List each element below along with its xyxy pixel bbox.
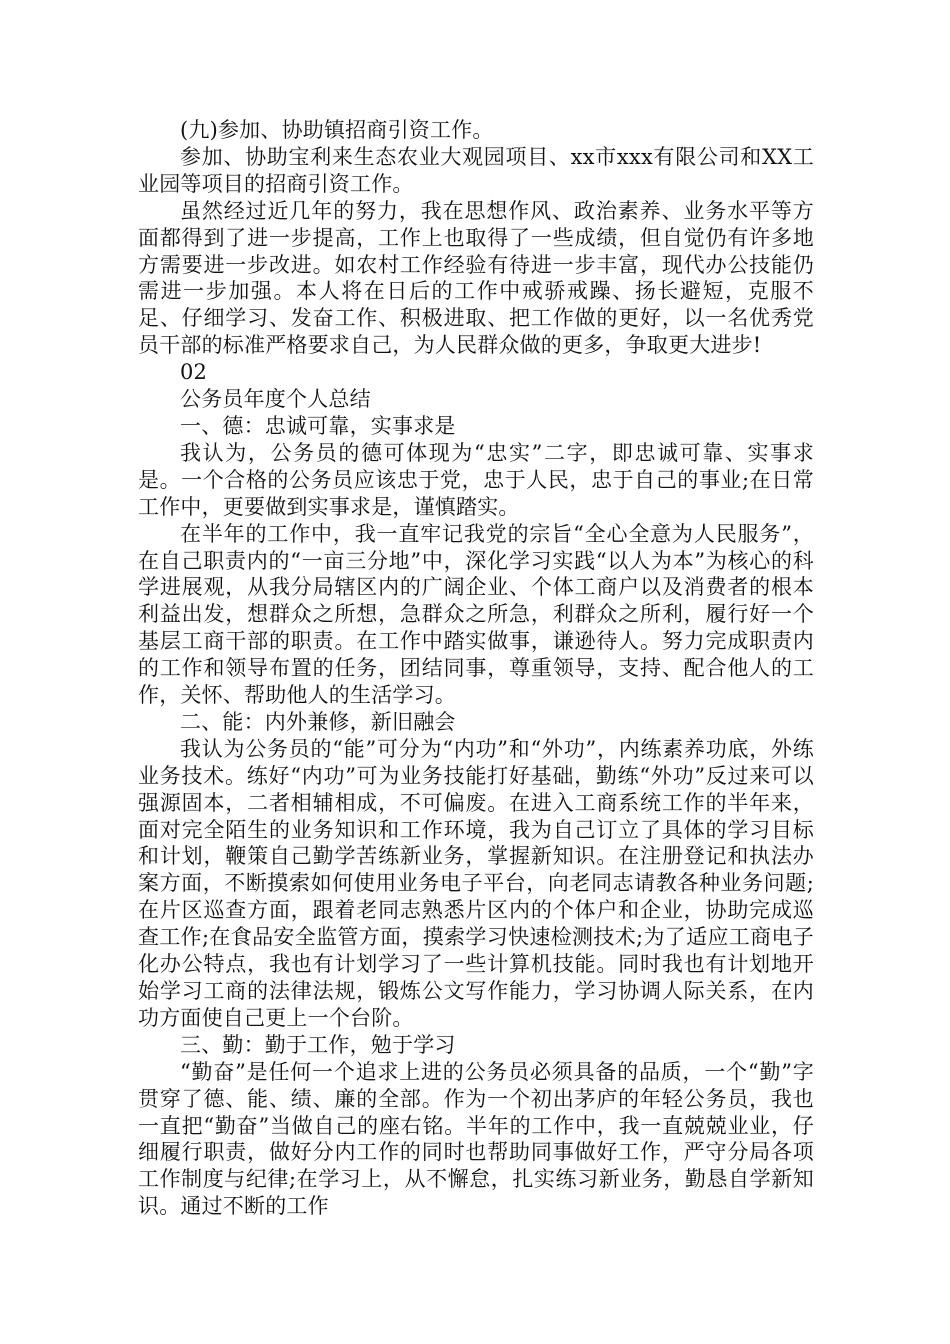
heading-virtue: 一、德：忠诚可靠，实事求是: [180, 413, 456, 438]
heading-diligence: 三、勤：勤于工作，勉于学习: [180, 1032, 456, 1057]
heading-ability: 二、能：内外兼修，新旧融会: [180, 709, 456, 734]
paragraph-ability: 我认为公务员的“能”可分为“内功”和“外功”，内练素养功底，外练业务技术。练好“内功”可为业务技能打好基础，勤练“外功”反过来可以强源固本，二者相辅相成，不可偏废。在进入工商系统工作的半年来，面对完全陌生的业务知识和工作环境，我为自己订立了具体的学习目标和计划，鞭策自己勤学苦练新业务，掌握新知识。在注册登记和执法办案方面，不断摸索如何使用业务电子平台，向老同志请教各种业务问题;在片区巡查方面，跟着老同志熟悉片区内的个体户和企业，协助完成巡查工作;在食品安全监管方面，摸索学习快速检测技术;为了适应工商电子化办公特点，我也有计划学习了一些计算机技能。同时我也有计划地开始学习工商的法律法规，锻炼公文写作能力，学习协调人际关系，在内功方面使自己更上一个台阶。: [138, 736, 815, 1030]
paragraph-investment-projects: 参加、协助宝利来生态农业大观园项目、xx市xxx有限公司和XX工业园等项目的招商引资工作。: [138, 144, 814, 196]
document-body: [138, 117, 814, 1220]
paragraph-investment-heading: (九)参加、协助镇招商引资工作。: [180, 118, 494, 142]
section-number: 02: [180, 360, 208, 385]
document-title: 公务员年度个人总结: [180, 387, 371, 412]
paragraph-self-assessment: 虽然经过近几年的努力，我在思想作风、政治素养、业务水平等方面都得到了进一步提高，工作上也取得了一些成绩，但自觉仍有许多地方需要进一步改进。如农村工作经验有待进一步丰富，现代办公技能仍需进一步加强。本人将在日后的工作中戒骄戒躁、扬长避短，克服不足、仔细学习、发奋工作、积极进取、把工作做的更好，以一名优秀党员干部的标准严格要求自己，为人民群众做的更多，争取更大进步!: [138, 198, 814, 358]
paragraph-virtue-practice: 在半年的工作中，我一直牢记我党的宗旨“全心全意为人民服务”，在自己职责内的“一亩三分地”中，深化学习实践“以人为本”为核心的科学进展观，从我分局辖区内的广阔企业、个体工商户以及消费者的根本利益出发，想群众之所想，急群众之所急，利群众之所利，履行好一个基层工商干部的职责。在工作中踏实做事，谦逊待人。努力完成职责内的工作和领导布置的任务，团结同事，尊重领导，支持、配合他人的工作，关怀、帮助他人的生活学习。: [138, 521, 814, 708]
paragraph-diligence: “勤奋”是任何一个追求上进的公务员必须具备的品质，一个“勤”字贯穿了德、能、绩、廉的全部。作为一个初出茅庐的年轻公务员，我也一直把“勤奋”当做自己的座右铭。半年的工作中，我一直兢兢业业，仔细履行职责，做好分内工作的同时也帮助同事做好工作，严守分局各项工作制度与纪律;在学习上，从不懈怠，扎实练习新业务，勤恳自学新知识。通过不断的工作: [138, 1059, 814, 1219]
paragraph-virtue-definition: 我认为，公务员的德可体现为“忠实”二字，即忠诚可靠、实事求是。一个合格的公务员应该忠于党，忠于人民，忠于自己的事业;在日常工作中，更要做到实事求是，谨慎踏实。: [138, 440, 814, 519]
